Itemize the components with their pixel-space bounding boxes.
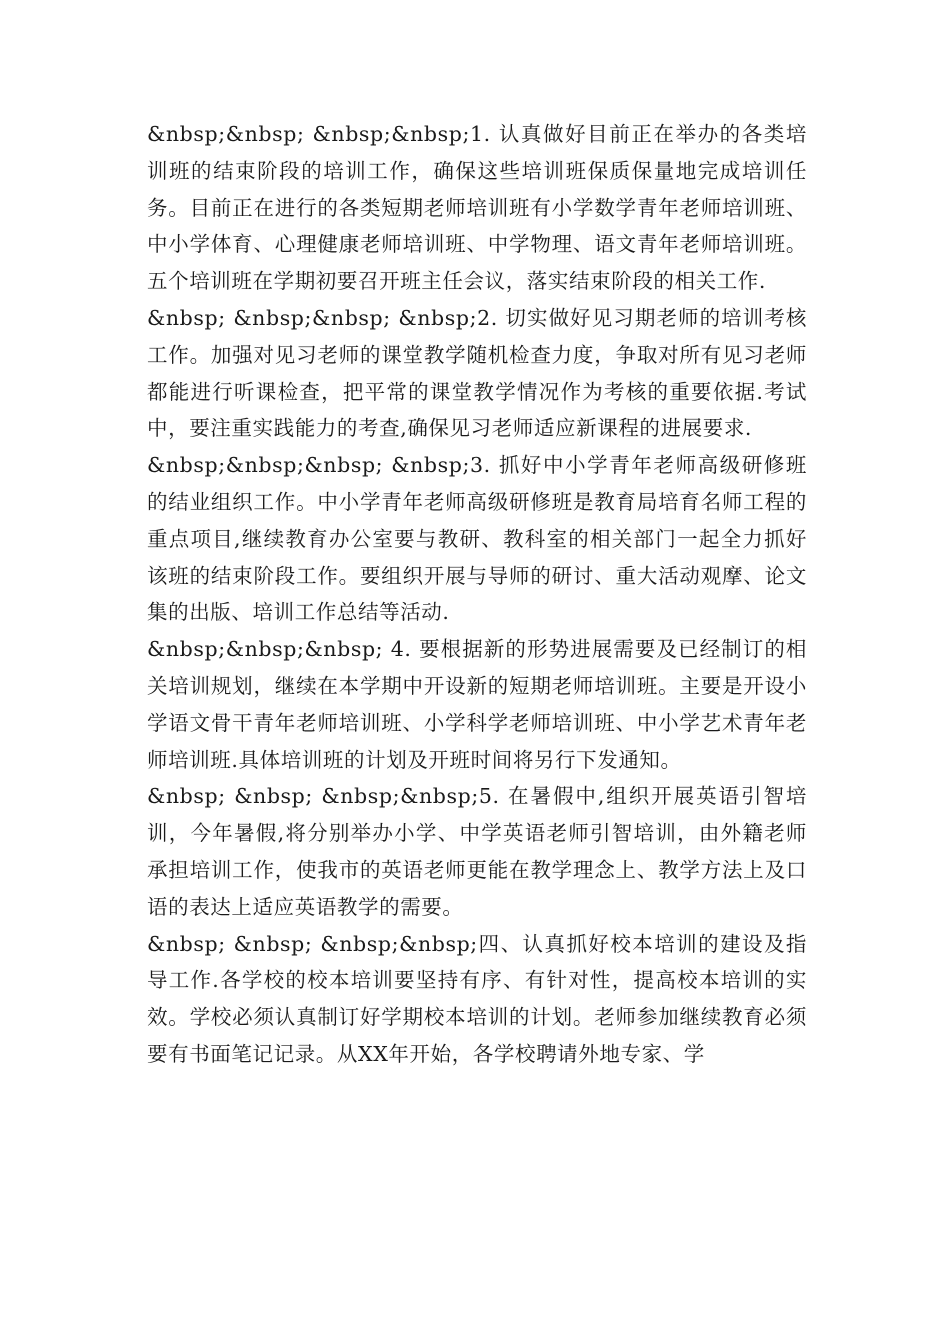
paragraph-6: &nbsp; &nbsp; &nbsp;&nbsp;四、认真抓好校本培训的建设及指导工作.各学校的校本培训要坚持有序、有针对性，提高校本培训的实效。学校必须认真制订好学期校本培训的计划。老师参加继续教育必须要有书面笔记记录。从XX年开始，各学校聘请外地专家、学 [147,931,807,1066]
paragraph-1: &nbsp;&nbsp; &nbsp;&nbsp;1. 认真做好目前正在举办的各类培训班的结束阶段的培训工作，确保这些培训班保质保量地完成培训任务。目前正在进行的各类短期老师培训班有小学数学青年老师培训班、中小学体育、心理健康老师培训班、中学物理、语文青年老师培训班。五个培训班在学期初要召开班主任会议，落实结束阶段的相关工作. [147,122,807,294]
document-body [147,116,807,1073]
paragraph-4: &nbsp;&nbsp;&nbsp; 4. 要根据新的形势进展需要及已经制订的相关培训规划，继续在本学期中开设新的短期老师培训班。主要是开设小学语文骨干青年老师培训班、小学科学老师培训班、中小学艺术青年老师培训班.具体培训班的计划及开班时间将另行下发通知。 [147,637,807,772]
paragraph-5: &nbsp; &nbsp; &nbsp;&nbsp;5. 在暑假中,组织开展英语引智培训，今年暑假,将分别举办小学、中学英语老师引智培训，由外籍老师承担培训工作，使我市的英语老师更能在教学理念上、教学方法上及口语的表达上适应英语教学的需要。 [147,784,807,919]
paragraph-2: &nbsp; &nbsp;&nbsp; &nbsp;2. 切实做好见习期老师的培训考核工作。加强对见习老师的课堂教学随机检查力度，争取对所有见习老师都能进行听课检查，把平常的课堂教学情况作为考核的重要依据.考试中，要注重实践能力的考查,确保见习老师适应新课程的进展要求. [147,305,807,441]
paragraph-3: &nbsp;&nbsp;&nbsp; &nbsp;3. 抓好中小学青年老师高级研修班的结业组织工作。中小学青年老师高级研修班是教育局培育名师工程的重点项目,继续教育办公室要与教研、教科室的相关部门一起全力抓好该班的结束阶段工作。要组织开展与导师的研讨、重大活动观摩、论文集的出版、培训工作总结等活动. [147,453,807,625]
